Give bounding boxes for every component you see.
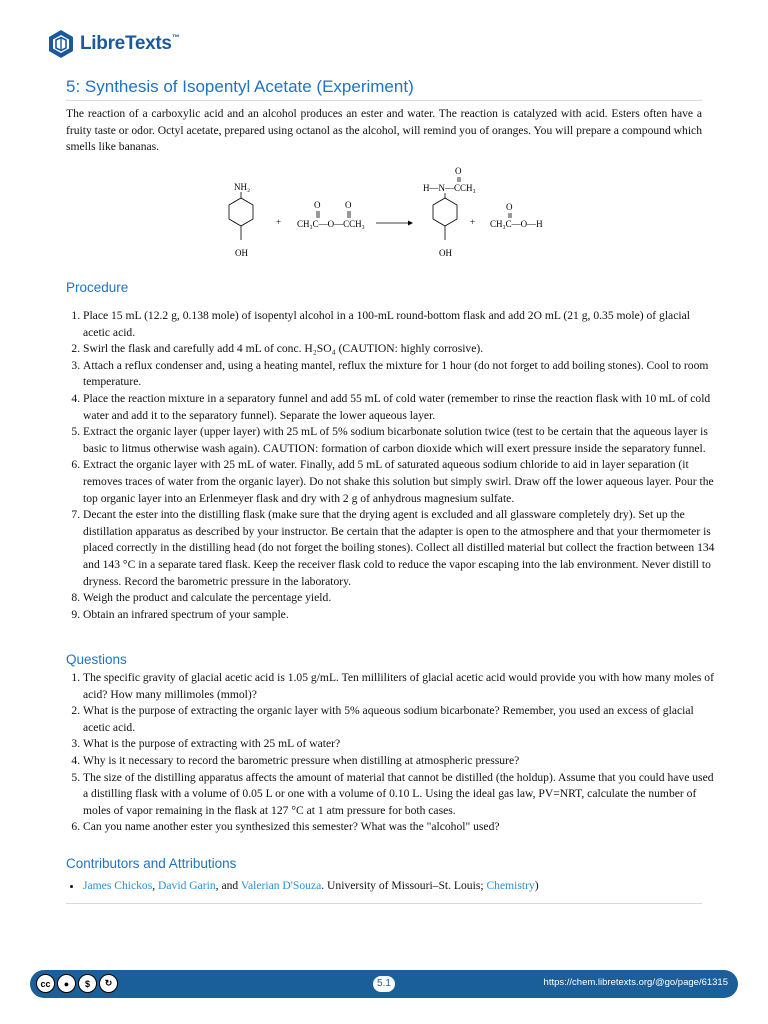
question-item: 6. Can you name another ester you synthesized this semester? What was the "alcohol" used? (83, 819, 719, 836)
cc-icon: cc (36, 974, 55, 993)
cc-license-badge[interactable] (36, 974, 118, 994)
chemistry-dept-link[interactable]: Chemistry (486, 879, 535, 892)
acetic-acid-oxygen: O (506, 202, 513, 212)
questions-heading: Questions (66, 652, 127, 667)
product1-acetamide-label: H—N—CCH₃ (423, 183, 476, 193)
title-divider (66, 100, 702, 101)
logo-wordmark: LibreTexts™ (80, 33, 180, 54)
contributors-list (66, 878, 719, 895)
question-item: 5. The size of the distilling apparatus affects the amount of material that cannot be distilled (the holdup). Assume that you could have used a distilling flask with a volume of 0.05 L or one with a volume of 0.10 L. Using the ideal gas law, PV=NRT, calculate the number of moles of vapor remaining in the flask at 127 °C at 1 atm pressure for both cases. (83, 770, 719, 820)
reactant1-hydroxyl-label: OH (235, 248, 248, 258)
question-item: 2. What is the purpose of extracting the organic layer with 5% aqueous sodium bicarbonate? Remember, you used an excess of glacial acetic acid. (83, 703, 719, 736)
procedure-step: 5. Extract the organic layer (upper layer) with 25 mL of 5% sodium bicarbonate solution twice (test to be certain that the aqueous layer is basic to litmus otherwise wash again). CAUTION: formation of carbon dioxide which will exert pressure inside the separatory funnel. (83, 424, 719, 457)
contributor-link-dsouza[interactable]: Valerian D'Souza (240, 879, 322, 892)
contributor-link-garin[interactable]: David Garin (158, 879, 216, 892)
page-title: 5: Synthesis of Isopentyl Acetate (Experiment) (66, 77, 414, 96)
question-item: 3. What is the purpose of extracting with 25 mL of water? (83, 736, 719, 753)
procedure-step: 4. Place the reaction mixture in a separatory funnel and add 55 mL of cold water (remember to rinse the reaction flask with 10 mL of cold water and add it to the separatory funnel). Separate the lower aqueous layer. (83, 391, 719, 424)
contributors-heading: Contributors and Attributions (66, 856, 237, 871)
questions-list (66, 670, 719, 836)
question-item: 1. The specific gravity of glacial acetic acid is 1.05 g/mL. Ten milliliters of glacial acetic acid would provide you with how many moles of acid? How many millimoles (mmol)? (83, 670, 719, 703)
question-item: 4. Why is it necessary to record the barometric pressure when distilling at atmospheric pressure? (83, 753, 719, 770)
page-number-badge: 5.1 (373, 976, 395, 992)
anhydride-oxygen-2: O (345, 200, 352, 210)
procedure-list (66, 308, 719, 623)
reaction-scheme (200, 162, 580, 262)
procedure-step: 7. Decant the ester into the distilling flask (make sure that the drying agent is excluded and all glassware completely dry). Set up the distillation apparatus as described by your instructor. Be certain that the adapter is open to the atmosphere and that your thermometer is placed correctly in the distilling head (do not forget the boiling stones). Collect all distilled material but collect the fraction between 134 and 143 °C in a separate tared flask. Keep the receiver flask cold to reduce the vapor escaping into the lab environment. Never distill to dryness. Record the barometric pressure in the laboratory. (83, 507, 719, 590)
procedure-heading: Procedure (66, 280, 129, 295)
product1-oxygen: O (455, 166, 462, 176)
plus-sign-2: + (470, 217, 476, 227)
page-permalink[interactable]: https://chem.libretexts.org/@go/page/61315 (543, 977, 728, 988)
contributors-item: • James Chickos, David Garin, and Valerian D'Souza. University of Missouri–St. Louis; Chemistry) (83, 878, 719, 895)
contributors-divider (66, 903, 702, 904)
anhydride-oxygen-1: O (314, 200, 321, 210)
procedure-step: 3. Attach a reflux condenser and, using a heating mantel, reflux the mixture for 1 hour (do not forget to add boiling stones). Cool to room temperature. (83, 358, 719, 391)
libretexts-logo-icon (46, 29, 76, 59)
acetic-acid-formula: CH₃C—O—H (490, 219, 543, 229)
libretexts-logo[interactable] (46, 26, 179, 62)
procedure-step: 2. Swirl the flask and carefully add 4 mL of conc. H₂SO₄ (CAUTION: highly corrosive). (83, 341, 719, 358)
reactant1-amine-label: NH₂ (234, 182, 251, 192)
plus-sign-1: + (276, 217, 282, 227)
procedure-step: 8. Weigh the product and calculate the percentage yield. (83, 590, 719, 607)
product1-hydroxyl-label: OH (439, 248, 452, 258)
page-footer (30, 970, 738, 998)
procedure-step: 9. Obtain an infrared spectrum of your sample. (83, 607, 719, 624)
noncommercial-icon: $ (78, 974, 97, 993)
procedure-step: 6. Extract the organic layer with 25 mL of water. Finally, add 5 mL of saturated aqueous sodium chloride to aid in layer separation (it removes traces of water from the organic layer). Do not shake this solution but simply swirl. Draw off the lower aqueous layer. Pour the top organic layer into an Erlenmeyer flask and dry with 2 g of anhydrous magnesium sulfate. (83, 457, 719, 507)
sharealike-icon: ↻ (99, 974, 118, 993)
intro-paragraph: The reaction of a carboxylic acid and an alcohol produces an ester and water. The reaction is catalyzed with acid. Esters often have a fruity taste or odor. Octyl acetate, prepared using octanol as the alcohol, will remind you of oranges. You will prepare a compound which smells like bananas. (66, 107, 702, 154)
procedure-step: 1. Place 15 mL (12.2 g, 0.138 mole) of isopentyl alcohol in a 100-mL round-bottom flask and add 2O mL (21 g, 0.35 mole) of glacial acetic acid. (83, 308, 719, 341)
by-attribution-icon: ● (57, 974, 76, 993)
acetic-anhydride-formula: CH₃C—O—CCH₃ (297, 219, 365, 229)
contributor-link-chickos[interactable]: James Chickos (83, 879, 153, 892)
